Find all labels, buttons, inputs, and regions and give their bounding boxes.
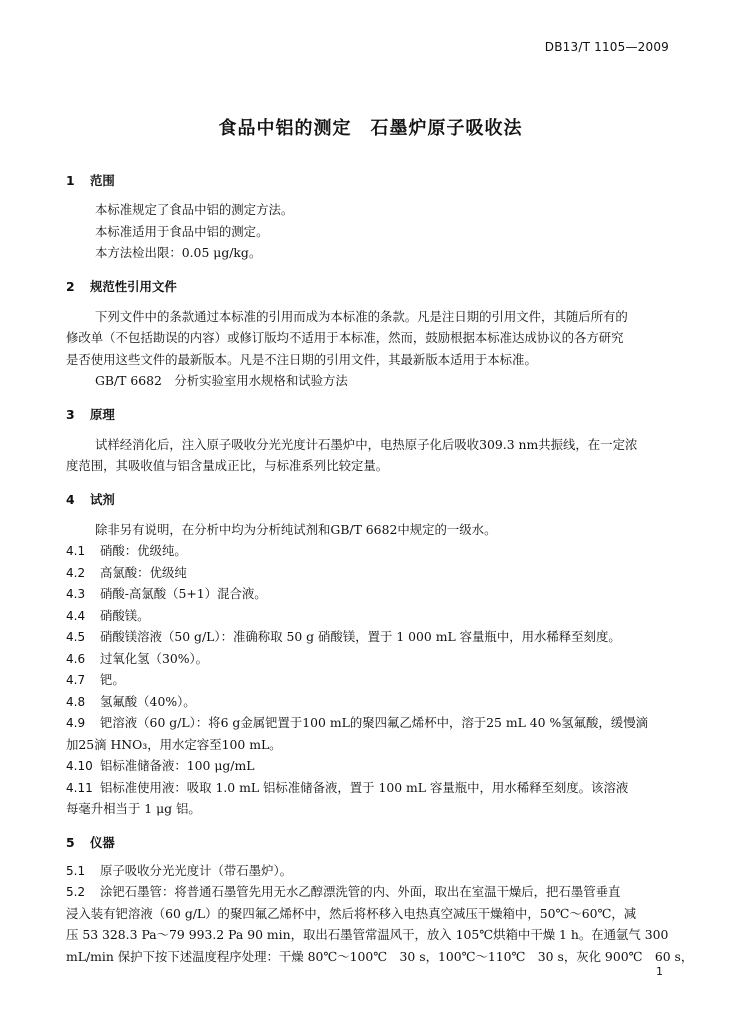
clause-text: 氢氟酸（40%）。 (100, 693, 196, 709)
clause (66, 669, 674, 691)
paragraph-line: 下列文件中的条款通过本标准的引用而成为本标准的条款。凡是注日期的引用文件，其随后所有的 (95, 308, 628, 324)
clause-text: 铝标准使用液：吸取 1.0 mL 铝标准储备液，置于 100 mL 容量瓶中，用水稀释至刻度。该溶液 (100, 779, 629, 795)
paragraph-line: 度范围，其吸收值与铝含量成正比，与标准系列比较定量。 (66, 458, 389, 473)
clause-number: 4.3 (66, 587, 86, 601)
clause-text: 加25滴 HNO₃，用水定容至100 mL。 (66, 736, 282, 752)
clause-number: 4.11 (66, 780, 93, 795)
clause-number: 4.5 (66, 630, 86, 644)
clause-text: 涂钯石墨管：将普通石墨管先用无水乙醇漂洗管的内、外面，取出在室温干燥后，把石墨管垂直 (100, 884, 621, 899)
clause-continuation (66, 798, 674, 820)
clause (66, 712, 674, 734)
clause-text: 过氧化氢（30%）。 (100, 650, 209, 666)
section-title: 仪器 (90, 834, 115, 850)
section-heading-reagents (66, 489, 674, 511)
clause (66, 691, 674, 713)
paragraph-line: 是否使用这些文件的最新版本。凡是不注日期的引用文件，其最新版本适用于本标准。 (66, 351, 537, 367)
clause-number: 4.1 (66, 544, 86, 558)
clause-number: 5.1 (66, 863, 86, 878)
clause (66, 755, 674, 777)
clause (66, 605, 674, 627)
clause-number: 4.10 (66, 759, 93, 773)
clause-text: 压 53 328.3 Pa～79 993.2 Pa 90 min，取出石墨管常温风干，放入 105℃烘箱中干燥 1 h。在通氩气 300 (66, 927, 669, 942)
section-title: 原理 (90, 406, 115, 422)
clause (66, 540, 674, 562)
section-title: 试剂 (90, 491, 115, 507)
paragraph: 本标准适用于食品中铝的测定。 (95, 223, 269, 239)
clause (66, 626, 674, 648)
clause-text: 硝酸-高氯酸（5+1）混合液。 (100, 586, 267, 601)
clause-number: 4.7 (66, 673, 86, 687)
page-number: 1 (656, 965, 663, 978)
clause-number: 4.6 (66, 651, 86, 666)
clause-number: 4.4 (66, 608, 86, 623)
section-title: 范围 (90, 173, 115, 188)
paragraph: 本标准规定了食品中铝的测定方法。 (95, 202, 294, 217)
section-number: 4 (66, 491, 75, 507)
paragraph-line: 试样经消化后，注入原子吸收分光光度计石墨炉中，电热原子化后吸收309.3 nm共振线，在一定浓 (95, 436, 638, 452)
reference-entry: GB/T 6682 分析实验室用水规格和试验方法 (95, 373, 348, 388)
clause-continuation (66, 903, 674, 925)
section-number: 5 (66, 834, 75, 850)
clause (66, 777, 674, 799)
section-number: 3 (66, 406, 75, 422)
section-heading-normative-references (66, 276, 674, 298)
clause-text: 铝标准储备液：100 μg/mL (100, 758, 255, 773)
clause-text: 每毫升相当于 1 μg 铝。 (66, 801, 201, 816)
section-number: 2 (66, 278, 75, 294)
document-body (66, 170, 694, 967)
clause-text: 硝酸：优级纯。 (100, 543, 187, 558)
clause-text: 硝酸镁。 (100, 607, 150, 623)
clause-continuation (66, 734, 674, 756)
clause (66, 648, 674, 670)
section-heading-principle (66, 404, 674, 426)
section-heading-apparatus (66, 832, 674, 854)
clause-number: 4.8 (66, 694, 86, 709)
clause (66, 860, 674, 882)
document-code: DB13/T 1105—2009 (544, 40, 669, 54)
clause-text: 硝酸镁溶液（50 g/L）：准确称取 50 g 硝酸镁，置于 1 000 mL 容量瓶中，用水稀释至刻度。 (100, 629, 621, 644)
clause-continuation (66, 946, 694, 968)
paragraph-line: 修改单（不包括勘误的内容）或修订版均不适用于本标准，然而，鼓励根据本标准达成协议的各方研究 (66, 330, 624, 345)
clause-text: 钯。 (100, 672, 125, 687)
clause-number: 5.2 (66, 885, 86, 899)
clause-number: 4.2 (66, 565, 86, 580)
clause-number: 4.9 (66, 716, 86, 730)
clause-text: 钯溶液（60 g/L）：将6 g金属钯置于100 mL的聚四氟乙烯杯中，溶于25 mL 40 %氢氟酸，缓慢滴 (100, 715, 648, 730)
clause (66, 562, 674, 584)
clause-text: 高氯酸：优级纯 (100, 564, 187, 580)
reagent-list (66, 540, 674, 820)
clause (66, 881, 674, 903)
section-heading-scope (66, 170, 674, 192)
paragraph: 除非另有说明，在分析中均为分析纯试剂和GB/T 6682中规定的一级水。 (95, 521, 497, 537)
paragraph: 本方法检出限：0.05 μg/kg。 (95, 245, 262, 260)
clause-continuation (66, 924, 674, 946)
document-title: 食品中铝的测定 石墨炉原子吸收法 (218, 118, 523, 139)
apparatus-list (66, 860, 694, 968)
clause-text: 原子吸收分光光度计（带石墨炉）。 (100, 862, 293, 878)
clause (66, 583, 674, 605)
clause-text: mL/min 保护下按下述温度程序处理：干燥 80℃～100℃ 30 s，100℃～110℃ 30 s，灰化 900℃ 60 s， (66, 948, 694, 964)
section-title: 规范性引用文件 (90, 278, 177, 294)
clause-text: 浸入装有钯溶液（60 g/L）的聚四氟乙烯杯中，然后将杯移入电热真空减压干燥箱中，50℃～60℃，减 (66, 905, 637, 921)
section-number: 1 (66, 173, 75, 188)
